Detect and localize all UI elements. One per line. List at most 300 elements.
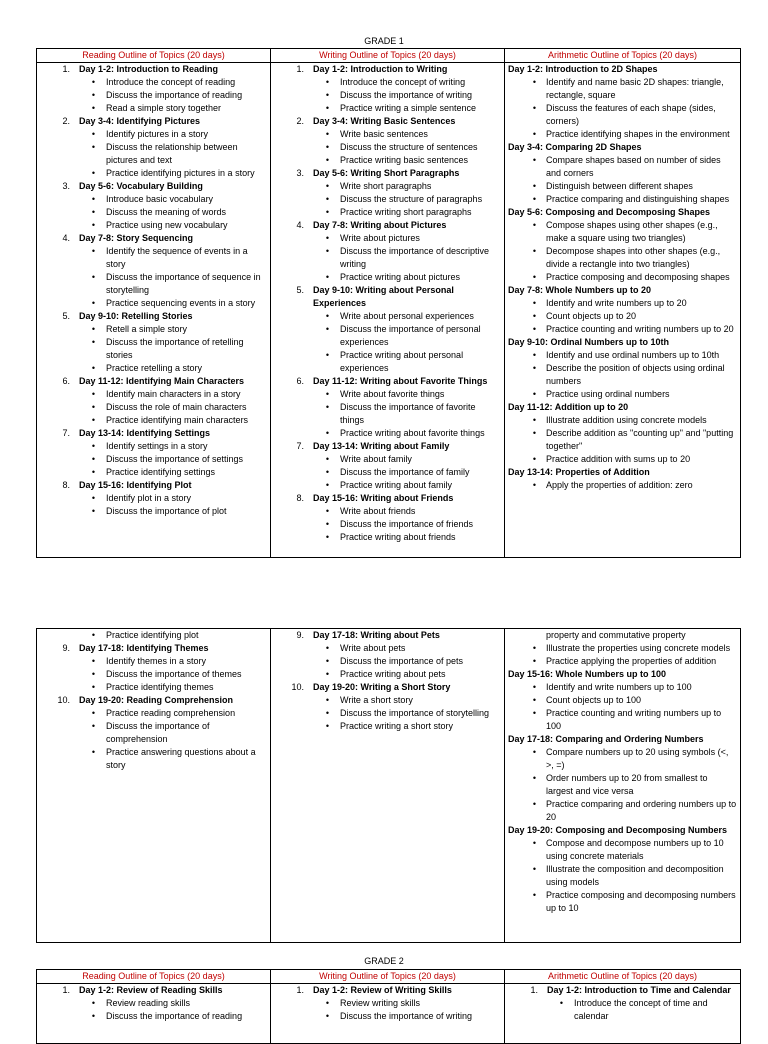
topic-number: 8. [62,480,70,490]
bullet-icon: • [532,773,536,783]
topic-number: 1. [62,985,70,995]
topic-heading [508,668,737,681]
subtopic-list [508,297,737,336]
topic-item [274,629,501,681]
topic-item [274,219,501,284]
subtopic-text: Identify and write numbers up to 20 [546,298,687,308]
topic-heading [40,642,267,655]
topic-number: 1. [530,985,538,995]
subtopic-item [40,141,267,167]
subtopic-text: Discuss the importance of comprehension [106,721,210,744]
topic-heading [40,63,267,76]
subtopic-item [40,997,267,1010]
topic-item [40,479,267,518]
topic-item [40,694,267,772]
subtopic-list [40,323,267,375]
topic-title: Day 13-14: Writing about Family [313,441,450,451]
subtopic-text: Practice writing short paragraphs [340,207,472,217]
subtopic-item [40,336,267,362]
reading-column-header: Reading Outline of Topics (20 days) [37,970,271,984]
bullet-icon: • [91,402,95,412]
topic-heading [508,141,737,154]
bullet-icon: • [325,402,329,412]
bullet-icon: • [325,721,329,731]
bullet-icon: • [532,298,536,308]
bullet-icon: • [532,682,536,692]
bullet-icon: • [325,246,329,256]
topic-item [508,284,737,336]
subtopic-list [508,76,737,141]
topic-title: Day 1-2: Introduction to 2D Shapes [508,64,658,74]
table-header-row [37,49,741,63]
subtopic-item [40,466,267,479]
bullet-icon: • [532,129,536,139]
writing-column-header: Writing Outline of Topics (20 days) [271,970,505,984]
topic-item [508,668,737,733]
subtopic-item [40,89,267,102]
subtopic-item [274,453,501,466]
bullet-icon: • [325,272,329,282]
grade-2-title: GRADE 2 [364,956,404,966]
topic-number: 3. [62,181,70,191]
subtopic-list [274,642,501,681]
subtopic-item [508,863,737,889]
subtopic-list [40,655,267,694]
subtopic-list [508,642,737,668]
topic-number: 8. [296,493,304,503]
subtopic-item [508,362,737,388]
topic-item [508,401,737,466]
topic-item [508,466,737,492]
topic-item [40,115,267,180]
topic-heading [508,63,737,76]
topic-number: 1. [296,985,304,995]
topic-item [40,310,267,375]
bullet-icon: • [325,207,329,217]
subtopic-text: Read a simple story together [106,103,222,113]
subtopic-list [274,180,501,219]
topic-number: 7. [62,428,70,438]
bullet-icon: • [325,454,329,464]
topic-item [40,984,267,1023]
topic-item [508,206,737,284]
subtopic-text: Practice sequencing events in a story [106,298,256,308]
topic-title: Day 9-10: Ordinal Numbers up to 10th [508,337,670,347]
topic-item [508,733,737,824]
subtopic-text: Discuss the structure of paragraphs [340,194,483,204]
subtopic-item [508,642,737,655]
bullet-icon: • [532,454,536,464]
topic-title: Day 1-2: Review of Writing Skills [313,985,452,995]
subtopic-text: Compare shapes based on number of sides and corners [546,155,721,178]
subtopic-text: Retell a simple story [106,324,188,334]
subtopic-item [274,531,501,544]
subtopic-text: Illustrate the properties using concrete models [546,643,731,653]
topic-title: Day 13-14: Identifying Settings [79,428,211,438]
writing-outline-cell [271,63,505,558]
subtopic-text: Discuss the meaning of words [106,207,227,217]
topic-number: 1. [296,64,304,74]
topic-title: Day 5-6: Writing Short Paragraphs [313,168,460,178]
topic-title: Day 11-12: Addition up to 20 [508,402,629,412]
subtopic-text: Practice identifying pictures in a story [106,168,255,178]
subtopic-text: Write about favorite things [340,389,445,399]
topic-heading [274,681,501,694]
bullet-icon: • [91,721,95,731]
topic-title: Day 1-2: Introduction to Writing [313,64,448,74]
subtopic-item [508,889,737,915]
subtopic-text: Practice writing about pets [340,669,446,679]
topic-item [40,63,267,115]
topic-item [40,427,267,479]
subtopic-item [508,76,737,102]
subtopic-item [40,707,267,720]
topic-title: Day 17-18: Writing about Pets [313,630,440,640]
topic-title: Day 5-6: Composing and Decomposing Shapes [508,207,711,217]
subtopic-item [40,193,267,206]
subtopic-item [274,479,501,492]
subtopic-text: Practice writing basic sentences [340,155,469,165]
bullet-icon: • [91,220,95,230]
subtopic-item [40,1010,267,1023]
bullet-icon: • [91,708,95,718]
bullet-icon: • [91,298,95,308]
subtopic-text: Practice writing about favorite things [340,428,485,438]
bullet-icon: • [325,532,329,542]
bullet-icon: • [532,155,536,165]
writing-outline-cell [271,629,505,943]
subtopic-item [508,128,737,141]
subtopic-text: Discuss the relationship between pictures and text [106,142,238,165]
subtopic-text: Identify and write numbers up to 100 [546,682,692,692]
subtopic-text: Identify the sequence of events in a story [106,246,248,269]
topic-heading [274,375,501,388]
subtopic-item [274,720,501,733]
subtopic-item [274,997,501,1010]
bullet-icon: • [532,220,536,230]
subtopic-text: Introduce basic vocabulary [106,194,214,204]
subtopic-item [274,154,501,167]
subtopic-item [274,642,501,655]
topic-item [274,63,501,115]
bullet-icon: • [532,311,536,321]
subtopic-list [40,629,267,642]
bullet-icon: • [325,233,329,243]
subtopic-text: Compose shapes using other shapes (e.g., make a square using two triangles) [546,220,718,243]
topic-item [508,336,737,401]
subtopic-text: Discuss the importance of sequence in storytelling [106,272,261,295]
bullet-icon: • [325,77,329,87]
bullet-icon: • [325,669,329,679]
writing-outline-cell [271,984,505,1044]
topic-title: Day 1-2: Introduction to Time and Calendar [547,985,731,995]
topic-number: 6. [296,376,304,386]
subtopic-item [274,323,501,349]
bullet-icon: • [325,643,329,653]
subtopic-text: Apply the properties of addition: zero [546,480,693,490]
bullet-icon: • [325,181,329,191]
subtopic-item [508,772,737,798]
bullet-icon: • [91,246,95,256]
subtopic-item [274,102,501,115]
topic-heading [508,733,737,746]
subtopic-text: Discuss the importance of retelling stories [106,337,244,360]
subtopic-text: Identify and name basic 2D shapes: triangle, rectangle, square [546,77,724,100]
table-body-row [37,63,741,558]
bullet-icon: • [91,324,95,334]
subtopic-list [274,505,501,544]
topic-title: Day 11-12: Writing about Favorite Things [313,376,488,386]
topic-title: Day 15-16: Identifying Plot [79,480,192,490]
subtopic-list [274,310,501,375]
table-header-row [37,970,741,984]
topic-title: Day 17-18: Comparing and Ordering Numbers [508,734,704,744]
subtopic-text: Discuss the importance of favorite things [340,402,476,425]
subtopic-list [40,193,267,232]
bullet-icon: • [532,708,536,718]
subtopic-item [274,401,501,427]
topic-title: Day 15-16: Writing about Friends [313,493,454,503]
topic-item [40,232,267,310]
bullet-icon: • [532,363,536,373]
bullet-icon: • [532,181,536,191]
bullet-icon: • [532,389,536,399]
topic-number: 10. [291,682,304,692]
topic-title: Day 3-4: Comparing 2D Shapes [508,142,642,152]
subtopic-item [40,505,267,518]
topic-number: 5. [62,311,70,321]
topic-heading [274,440,501,453]
bullet-icon: • [532,747,536,757]
topic-item [508,824,737,915]
arithmetic-outline-cell [505,629,741,943]
bullet-icon: • [532,428,536,438]
subtopic-item [40,362,267,375]
subtopic-list [274,997,501,1023]
subtopic-text: Review reading skills [106,998,191,1008]
topic-title: Day 19-20: Reading Comprehension [79,695,234,705]
bullet-icon [508,629,546,642]
bullet-icon: • [91,129,95,139]
topic-item [274,284,501,375]
topic-number: 9. [296,630,304,640]
bullet-icon: • [91,630,95,640]
subtopic-item [40,629,267,642]
subtopic-item [40,668,267,681]
subtopic-list [274,232,501,284]
subtopic-text: Practice identifying themes [106,682,214,692]
subtopic-text: Decompose shapes into other shapes (e.g., divide a rectangle into two triangles) [546,246,721,269]
subtopic-text: Discuss the importance of pets [340,656,464,666]
subtopic-item [274,1010,501,1023]
subtopic-list [274,388,501,440]
topic-item [274,115,501,167]
topic-heading [40,375,267,388]
subtopic-list [40,388,267,427]
arithmetic-outline-cell [505,984,741,1044]
bullet-icon: • [325,155,329,165]
arithmetic-outline-cell [505,63,741,558]
bullet-icon: • [91,168,95,178]
subtopic-item [274,141,501,154]
bullet-icon: • [325,311,329,321]
subtopic-text: Practice comparing and ordering numbers up to 20 [546,799,737,822]
subtopic-text: Discuss the importance of family [340,467,470,477]
bullet-icon: • [325,519,329,529]
topic-title: Day 13-14: Properties of Addition [508,467,650,477]
topic-title: Day 7-8: Story Sequencing [79,233,194,243]
subtopic-list [508,219,737,284]
subtopic-text: Introduce the concept of time and calendar [574,998,708,1021]
topic-item [508,141,737,206]
subtopic-text: Discuss the importance of friends [340,519,474,529]
subtopic-text: Practice composing and decomposing numbers up to 10 [546,890,736,913]
subtopic-text: Identify plot in a story [106,493,192,503]
subtopic-text: Compare numbers up to 20 using symbols (<, >, =) [546,747,729,770]
bullet-icon: • [532,324,536,334]
topic-title: Day 9-10: Retelling Stories [79,311,193,321]
subtopic-text: Write about friends [340,506,416,516]
subtopic-text: Discuss the features of each shape (sides, corners) [546,103,716,126]
topic-number: 1. [62,64,70,74]
subtopic-text: Discuss the importance of personal experiences [340,324,481,347]
subtopic-list [508,681,737,733]
subtopic-text: Identify pictures in a story [106,129,209,139]
subtopic-text: Practice writing about family [340,480,453,490]
subtopic-item [274,388,501,401]
subtopic-item [40,102,267,115]
bullet-icon: • [91,337,95,347]
bullet-icon: • [532,890,536,900]
subtopic-item [40,414,267,427]
subtopic-list [274,128,501,167]
subtopic-text: Practice addition with sums up to 20 [546,454,691,464]
topic-title: Day 7-8: Whole Numbers up to 20 [508,285,652,295]
topic-heading [508,284,737,297]
subtopic-text: Practice comparing and distinguishing shapes [546,194,730,204]
bullet-icon: • [91,669,95,679]
subtopic-text: Practice counting and writing numbers up to 100 [546,708,722,731]
subtopic-text: Identify settings in a story [106,441,208,451]
bullet-icon: • [325,656,329,666]
subtopic-text: Discuss the importance of plot [106,506,227,516]
topic-heading [274,167,501,180]
subtopic-text: Practice writing about friends [340,532,456,542]
subtopic-item [274,694,501,707]
topic-item [508,642,737,668]
topic-item [40,629,267,642]
bullet-icon: • [91,90,95,100]
bullet-icon: • [325,389,329,399]
subtopic-item [40,655,267,668]
bullet-icon: • [325,480,329,490]
subtopic-item [274,245,501,271]
topic-title: Day 3-4: Identifying Pictures [79,116,201,126]
bullet-icon: • [532,838,536,848]
writing-column-header: Writing Outline of Topics (20 days) [271,49,505,63]
subtopic-item [274,427,501,440]
bullet-icon: • [559,998,563,1008]
bullet-icon: • [325,103,329,113]
topic-title: Day 1-2: Introduction to Reading [79,64,219,74]
subtopic-list [508,154,737,206]
topic-heading [508,466,737,479]
subtopic-item [274,76,501,89]
subtopic-item [274,232,501,245]
topic-heading [274,284,501,310]
bullet-icon: • [325,506,329,516]
topic-title: Day 15-16: Whole Numbers up to 100 [508,669,667,679]
bullet-icon: • [91,103,95,113]
bullet-icon: • [91,506,95,516]
subtopic-list [508,414,737,466]
topic-number: 2. [62,116,70,126]
subtopic-text: Practice counting and writing numbers up to 20 [546,324,734,334]
subtopic-text: Practice writing about pictures [340,272,461,282]
subtopic-text: Describe addition as "counting up" and "putting together" [546,428,734,451]
topic-item [508,984,737,1023]
subtopic-list [40,76,267,115]
topic-heading [274,63,501,76]
subtopic-text: Practice writing a simple sentence [340,103,477,113]
bullet-icon: • [532,415,536,425]
bullet-icon: • [325,350,329,360]
subtopic-list [40,440,267,479]
subtopic-item [274,89,501,102]
subtopic-item [40,206,267,219]
bullet-icon: • [325,129,329,139]
subtopic-text: Discuss the importance of storytelling [340,708,490,718]
topic-title: Day 11-12: Identifying Main Characters [79,376,245,386]
subtopic-item [508,271,737,284]
bullet-icon: • [91,272,95,282]
topic-number: 2. [296,116,304,126]
topic-item [40,642,267,694]
bullet-icon: • [91,998,95,1008]
bullet-icon: • [91,747,95,757]
topic-heading [508,984,737,997]
subtopic-text: Order numbers up to 20 from smallest to largest and vice versa [546,773,708,796]
subtopic-text: Count objects up to 100 [546,695,642,705]
bullet-icon: • [91,656,95,666]
subtopic-item [508,388,737,401]
bullet-icon: • [91,142,95,152]
subtopic-item [508,746,737,772]
subtopic-list [40,245,267,310]
topic-title: Day 5-6: Vocabulary Building [79,181,203,191]
bullet-icon: • [532,480,536,490]
subtopic-item [40,440,267,453]
topic-heading [274,492,501,505]
subtopic-item [508,453,737,466]
subtopic-text: Practice writing about personal experiences [340,350,464,373]
grade-2-outline-table [36,969,741,1044]
bullet-icon: • [325,998,329,1008]
subtopic-text: Review writing skills [340,998,421,1008]
topic-heading [274,984,501,997]
subtopic-item [274,310,501,323]
subtopic-item [508,694,737,707]
subtopic-text: Practice retelling a story [106,363,203,373]
bullet-icon: • [325,708,329,718]
subtopic-item [508,323,737,336]
subtopic-text: Discuss the importance of writing [340,90,473,100]
subtopic-item [40,128,267,141]
bullet-icon: • [325,695,329,705]
topic-number: 9. [62,643,70,653]
topic-item [274,375,501,440]
subtopic-text: Discuss the structure of sentences [340,142,478,152]
